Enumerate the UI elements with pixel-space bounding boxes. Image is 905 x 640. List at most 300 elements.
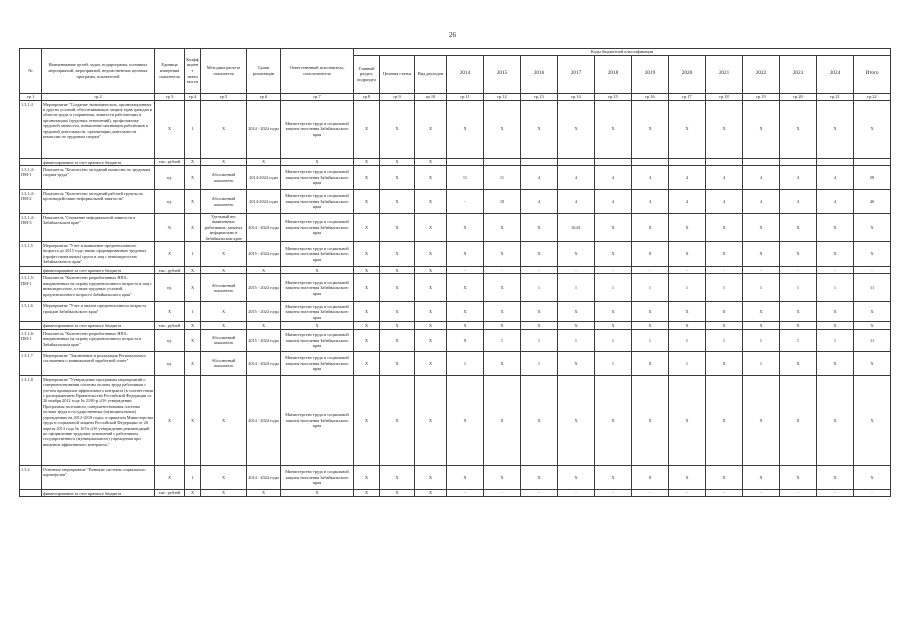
row-year-value: X	[706, 100, 743, 158]
row-year-value: -	[558, 267, 595, 274]
row-exp-type: X	[415, 329, 447, 351]
row-year-value: X	[521, 242, 558, 267]
row-responsible: X	[281, 267, 354, 274]
row-method: X	[201, 375, 247, 465]
row-exp-type: X	[415, 274, 447, 302]
row-year-value: 1	[817, 329, 854, 351]
row-number: 1.3.1.8	[20, 375, 42, 465]
row-year-value: -	[632, 267, 669, 274]
row-year-value: X	[743, 214, 780, 242]
row-name: Мероприятие "Учет и анализ предпенсионного возраста граждан Забайкальского края"	[42, 302, 155, 322]
row-exp-type: X	[415, 100, 447, 158]
header-target: Целевая статья	[380, 55, 415, 93]
row-name: Мероприятие "Учет и выявление предпенсионного возраста до 2015 года, вновь сформированных трудовых (профессиональных) групп и лиц с инвалидностью Забайкальского края"	[42, 242, 155, 267]
row-year-value: X	[817, 375, 854, 465]
row-year-value	[447, 158, 484, 165]
row-unit: ед.	[155, 190, 185, 214]
row-year-value: 4	[780, 190, 817, 214]
row-number: 1.3.1.6-ПМ-1	[20, 329, 42, 351]
row-year-value: 1	[558, 274, 595, 302]
row-exp-type: X	[415, 351, 447, 375]
row-year-value: X	[595, 214, 632, 242]
row-year-value: X	[669, 242, 706, 267]
row-unit: тыс. рублей	[155, 322, 185, 329]
row-year-value: X	[669, 322, 706, 329]
row-method: X	[201, 242, 247, 267]
page-number: 26	[449, 31, 456, 39]
row-responsible: Министерство труда и социальной защиты населения Забайкальского края	[281, 214, 354, 242]
row-year-value: 4	[669, 190, 706, 214]
row-gr-sec: X	[354, 375, 380, 465]
row-responsible: X	[281, 158, 354, 165]
row-year-value: 1	[632, 329, 669, 351]
row-year-value: X	[447, 274, 484, 302]
row-year-value: X	[521, 465, 558, 489]
row-year-value: X	[632, 100, 669, 158]
table-row	[20, 274, 891, 302]
row-year-value: -	[595, 267, 632, 274]
row-gr-sec: X	[354, 158, 380, 165]
row-responsible: Министерство труда и социальной защиты населения Забайкальского края	[281, 351, 354, 375]
row-year-value: X	[484, 274, 521, 302]
row-year-value: X	[780, 302, 817, 322]
row-total: X	[854, 375, 891, 465]
column-number: гр.18	[706, 93, 743, 100]
column-number: гр.3	[155, 93, 185, 100]
row-coef: X	[185, 375, 201, 465]
row-target: X	[380, 375, 415, 465]
row-period: X	[247, 489, 281, 496]
row-year-value: X	[780, 375, 817, 465]
row-method: X	[201, 302, 247, 322]
row-name: Мероприятие "Утверждение программы мероприятий о совершенствовании системы оплаты труда работников с учетом принципов эффективного контракта (в соответствии с распоряжением Правительства Российской Федерации от 26 ноября 2012 года № 2190-р «Об утверждении Программы поэтапного совершенствования системы оплаты труда в государственных (муниципальных) учреждениях на 2012-2018 годы» и приказом Министерства труда и социальной защиты Российской Федерации от 26 апреля 2013 года № 167н «Об утверждении рекомендаций по оформлению трудовых отношений с работником государственного (муниципального) учреждения при введении эффективного контракта»"	[42, 375, 155, 465]
row-method: X	[201, 100, 247, 158]
row-year-value: X	[706, 302, 743, 322]
column-number: гр.6	[247, 93, 281, 100]
header-year: 2015	[484, 55, 521, 93]
row-year-value: 1	[743, 329, 780, 351]
row-year-value: X	[669, 214, 706, 242]
row-coef: X	[185, 489, 201, 496]
row-coef: X	[185, 267, 201, 274]
row-year-value: 4	[669, 166, 706, 190]
row-responsible: Министерство труда и социальной защиты населения Забайкальского края	[281, 302, 354, 322]
row-year-value: X	[743, 375, 780, 465]
row-responsible: Министерство труда и социальной защиты населения Забайкальского края	[281, 166, 354, 190]
row-year-value: X	[780, 351, 817, 375]
row-number	[20, 158, 42, 165]
row-name: финансирование за счет краевого бюджета	[42, 158, 155, 165]
row-year-value: 4	[817, 166, 854, 190]
table-row	[20, 100, 891, 158]
row-year-value: X	[632, 351, 669, 375]
table-row	[20, 166, 891, 190]
row-year-value: 1	[558, 329, 595, 351]
row-method: Удельный вес выявленных работников, занятых неформально в Забайкальском крае	[201, 214, 247, 242]
row-year-value: X	[558, 100, 595, 158]
row-coef: 1	[185, 465, 201, 489]
row-gr-sec: X	[354, 329, 380, 351]
row-unit: ед.	[155, 166, 185, 190]
row-year-value: X	[521, 375, 558, 465]
row-total	[854, 158, 891, 165]
row-method: Абсолютный показатель	[201, 351, 247, 375]
row-gr-sec: X	[354, 214, 380, 242]
column-number: гр.21	[817, 93, 854, 100]
header-unit: Единица измерения показателя	[155, 49, 185, 94]
row-coef: X	[185, 329, 201, 351]
row-year-value: 1	[521, 329, 558, 351]
row-method: Абсолютный показатель	[201, 329, 247, 351]
row-number: 1.3.1.6	[20, 302, 42, 322]
row-year-value: X	[780, 322, 817, 329]
row-year-value: X	[780, 100, 817, 158]
row-year-value	[558, 158, 595, 165]
column-numbers-row	[20, 93, 891, 100]
row-year-value: X	[558, 375, 595, 465]
row-year-value	[484, 158, 521, 165]
row-year-value: X	[632, 242, 669, 267]
table-row	[20, 465, 891, 489]
row-period: 2014 - 2024 годы	[247, 100, 281, 158]
row-gr-sec: X	[354, 351, 380, 375]
column-number: гр.11	[447, 93, 484, 100]
row-period: 2014-2024 годы	[247, 190, 281, 214]
row-method: Абсолютный показатель	[201, 274, 247, 302]
table-row	[20, 214, 891, 242]
row-unit: X	[155, 242, 185, 267]
row-target: X	[380, 242, 415, 267]
row-unit: X	[155, 465, 185, 489]
row-exp-type: X	[415, 242, 447, 267]
row-year-value: X	[484, 375, 521, 465]
row-year-value: X	[595, 375, 632, 465]
row-year-value: X	[447, 100, 484, 158]
column-number: гр.13	[521, 93, 558, 100]
row-exp-type: X	[415, 267, 447, 274]
row-year-value: X	[447, 242, 484, 267]
column-number: гр.1	[20, 93, 42, 100]
row-unit: ед.	[155, 329, 185, 351]
row-year-value: -	[484, 267, 521, 274]
row-period: 2014 - 2024 годы	[247, 465, 281, 489]
row-gr-sec: X	[354, 166, 380, 190]
row-year-value: X	[558, 242, 595, 267]
row-year-value: X	[669, 302, 706, 322]
header-year: 2021	[706, 55, 743, 93]
row-name: финансирование за счет краевого бюджета	[42, 489, 155, 496]
row-total: X	[854, 465, 891, 489]
row-year-value: 1	[521, 351, 558, 375]
row-year-value: X	[447, 302, 484, 322]
row-year-value: X	[595, 242, 632, 267]
row-responsible: Министерство труда и социальной защиты населения Забайкальского края	[281, 329, 354, 351]
column-number: гр.5	[201, 93, 247, 100]
row-year-value: X	[632, 214, 669, 242]
row-method: X	[201, 465, 247, 489]
row-coef: 1	[185, 302, 201, 322]
row-year-value: X	[447, 375, 484, 465]
row-exp-type: X	[415, 158, 447, 165]
header-year: 2022	[743, 55, 780, 93]
row-coef: X	[185, 158, 201, 165]
row-period: 2015 - 2024 годы	[247, 242, 281, 267]
table-row	[20, 267, 891, 274]
row-year-value: X	[817, 351, 854, 375]
header-year: 2017	[558, 55, 595, 93]
row-total: 46	[854, 190, 891, 214]
row-year-value: -	[706, 267, 743, 274]
header-year: 2020	[669, 55, 706, 93]
row-name: Показатель "Количество заседаний комиссии по трудовым спорам труда"	[42, 166, 155, 190]
row-year-value: X	[447, 465, 484, 489]
row-year-value: 1	[669, 329, 706, 351]
row-year-value: X	[743, 100, 780, 158]
row-year-value: X	[521, 322, 558, 329]
row-year-value: 4	[632, 190, 669, 214]
row-number: 1.3.1.5-ПМ-1	[20, 274, 42, 302]
row-year-value: X	[817, 242, 854, 267]
row-name: Мероприятие "Создание экономических, организационных и других условий, обеспечивающих защиту прав граждан в области труда и сохранения, занятости работающих в организациях (трудовых отношений), профилактику трудовой занятости, повышение мотивации работников к трудовой деятельности, организации деятельности комиссии по трудовым спорам"	[42, 100, 155, 158]
row-year-value: X	[780, 465, 817, 489]
row-gr-sec: X	[354, 489, 380, 496]
column-number: гр.9	[380, 93, 415, 100]
row-year-value: -	[521, 489, 558, 496]
row-target: X	[380, 489, 415, 496]
row-year-value: X	[669, 100, 706, 158]
column-number: гр.10	[415, 93, 447, 100]
row-year-value: X	[521, 214, 558, 242]
row-year-value: -	[743, 267, 780, 274]
row-year-value: X	[632, 465, 669, 489]
row-period: 2015 - 2024 годы	[247, 329, 281, 351]
row-number	[20, 267, 42, 274]
row-year-value	[817, 158, 854, 165]
row-year-value: X	[447, 322, 484, 329]
row-year-value: 1	[780, 274, 817, 302]
row-year-value: X	[484, 214, 521, 242]
row-year-value: 1	[632, 274, 669, 302]
row-total: X	[854, 100, 891, 158]
column-number: гр.14	[558, 93, 595, 100]
row-year-value: X	[817, 465, 854, 489]
row-name: Показатель "Количество разработанных НПА, направленных на охрану предпенсионного возраста в Забайкальском крае"	[42, 329, 155, 351]
row-year-value: X	[558, 351, 595, 375]
row-year-value: X	[817, 214, 854, 242]
row-year-value: -	[447, 190, 484, 214]
row-period: X	[247, 322, 281, 329]
row-unit: X	[155, 100, 185, 158]
row-year-value: 1	[521, 274, 558, 302]
row-unit: тыс. рублей	[155, 267, 185, 274]
row-year-value: -	[558, 489, 595, 496]
row-year-value: X	[706, 375, 743, 465]
column-number: гр.2	[42, 93, 155, 100]
row-year-value: X	[484, 351, 521, 375]
row-year-value: X	[817, 322, 854, 329]
row-year-value: 1	[706, 274, 743, 302]
row-year-value: X	[484, 100, 521, 158]
row-year-value: X	[743, 302, 780, 322]
row-year-value: 4	[706, 190, 743, 214]
row-unit: ед.	[155, 351, 185, 375]
row-coef: X	[185, 214, 201, 242]
row-year-value: 1	[743, 351, 780, 375]
row-responsible: Министерство труда и социальной защиты населения Забайкальского края	[281, 190, 354, 214]
row-total: -	[854, 267, 891, 274]
row-name: Мероприятие "Заключение и реализация Регионального соглашения о минимальной заработной плате"	[42, 351, 155, 375]
row-year-value: 1	[706, 329, 743, 351]
row-year-value: X	[780, 214, 817, 242]
row-year-value: 4	[558, 166, 595, 190]
column-number: гр.20	[780, 93, 817, 100]
row-year-value: 10	[484, 190, 521, 214]
row-coef: X	[185, 166, 201, 190]
table-row	[20, 302, 891, 322]
row-year-value: -	[669, 489, 706, 496]
row-name: Показатель "Количество разработанных НПА, направленных на охрану предпенсионного возраста и лиц с инвалидностью, а также трудовых условий, предпенсионного возраста Забайкальского края"	[42, 274, 155, 302]
row-year-value: -	[447, 267, 484, 274]
row-responsible: Министерство труда и социальной защиты населения Забайкальского края	[281, 274, 354, 302]
row-unit: %	[155, 214, 185, 242]
row-name: Показатель "Снижение неформальной занятости в Забайкальском крае"	[42, 214, 155, 242]
column-number: гр.17	[669, 93, 706, 100]
row-year-value: -	[706, 489, 743, 496]
header-year: 2024	[817, 55, 854, 93]
row-year-value: X	[669, 465, 706, 489]
row-exp-type: X	[415, 166, 447, 190]
row-coef: X	[185, 351, 201, 375]
row-period: 2014 - 2024 годы	[247, 375, 281, 465]
row-number	[20, 322, 42, 329]
header-period: Сроки реализации	[247, 49, 281, 94]
row-year-value: X	[706, 214, 743, 242]
column-number: гр.7	[281, 93, 354, 100]
header-total: Итого	[854, 55, 891, 93]
row-year-value: 4	[595, 190, 632, 214]
row-year-value: -	[780, 489, 817, 496]
row-year-value: X	[817, 302, 854, 322]
row-year-value: X	[706, 242, 743, 267]
column-number: гр.16	[632, 93, 669, 100]
header-num: №	[20, 49, 42, 94]
row-year-value: 1	[484, 329, 521, 351]
row-year-value: 1	[595, 351, 632, 375]
row-year-value: -	[780, 267, 817, 274]
row-responsible: X	[281, 489, 354, 496]
row-year-value: 1	[780, 329, 817, 351]
row-year-value: 1	[743, 274, 780, 302]
row-method: X	[201, 322, 247, 329]
row-coef: X	[185, 190, 201, 214]
header-coef: Коэффициент значимости	[185, 49, 201, 94]
row-year-value: X	[484, 302, 521, 322]
row-year-value: 4	[743, 166, 780, 190]
row-name: финансирование за счет краевого бюджета	[42, 267, 155, 274]
row-year-value: 1	[817, 274, 854, 302]
row-year-value: X	[817, 100, 854, 158]
row-period: 2014 - 2024 годы	[247, 351, 281, 375]
row-unit: тыс. рублей	[155, 158, 185, 165]
row-year-value: 4	[780, 166, 817, 190]
row-year-value: X	[743, 242, 780, 267]
header-method: Методика расчета показателя	[201, 49, 247, 94]
row-year-value: X	[595, 465, 632, 489]
row-responsible: Министерство труда и социальной защиты населения Забайкальского края	[281, 465, 354, 489]
row-number: 1.3.1.4-ПМ-2	[20, 190, 42, 214]
row-year-value: -	[669, 267, 706, 274]
header-exp-type: Вид расходов	[415, 55, 447, 93]
row-year-value: -	[817, 489, 854, 496]
header-year: 2023	[780, 55, 817, 93]
row-year-value	[632, 158, 669, 165]
row-period: 2014-2024 годы	[247, 166, 281, 190]
row-year-value: 1	[595, 329, 632, 351]
row-period: X	[247, 158, 281, 165]
row-year-value: X	[484, 322, 521, 329]
row-responsible: Министерство труда и социальной защиты населения Забайкальского края	[281, 242, 354, 267]
row-number: 1.3.2	[20, 465, 42, 489]
column-number: гр.12	[484, 93, 521, 100]
row-year-value: 1	[669, 274, 706, 302]
row-year-value: -	[743, 489, 780, 496]
column-number: гр.15	[595, 93, 632, 100]
row-unit: ед.	[155, 274, 185, 302]
row-target: X	[380, 274, 415, 302]
row-coef: 1	[185, 242, 201, 267]
column-number: гр.19	[743, 93, 780, 100]
row-year-value: X	[521, 302, 558, 322]
table-row	[20, 242, 891, 267]
row-year-value: X	[595, 322, 632, 329]
header-year: 2019	[632, 55, 669, 93]
row-total: 58	[854, 166, 891, 190]
row-year-value: X	[669, 375, 706, 465]
header-year: 2014	[447, 55, 484, 93]
row-year-value: 1	[595, 274, 632, 302]
row-target: X	[380, 190, 415, 214]
row-year-value: X	[484, 465, 521, 489]
row-year-value: X	[632, 302, 669, 322]
row-year-value: 11	[484, 166, 521, 190]
program-indicators-table	[19, 48, 891, 497]
row-year-value: -	[484, 489, 521, 496]
row-year-value: 4	[632, 166, 669, 190]
row-period: 2014 - 2024 годы	[247, 214, 281, 242]
row-method: X	[201, 158, 247, 165]
row-unit: X	[155, 302, 185, 322]
row-year-value: 4	[595, 166, 632, 190]
row-exp-type: X	[415, 190, 447, 214]
row-year-value: X	[521, 100, 558, 158]
row-year-value: 16,61	[558, 214, 595, 242]
row-total: X	[854, 242, 891, 267]
row-target: X	[380, 214, 415, 242]
row-year-value	[595, 158, 632, 165]
row-gr-sec: X	[354, 242, 380, 267]
header-budget-codes: Коды бюджетной классификации	[354, 49, 891, 56]
table-row	[20, 351, 891, 375]
row-coef: 1	[185, 100, 201, 158]
row-target: X	[380, 465, 415, 489]
row-exp-type: X	[415, 302, 447, 322]
row-total: 11	[854, 274, 891, 302]
row-year-value: 4	[817, 190, 854, 214]
row-year-value: 4	[743, 190, 780, 214]
row-year-value: X	[595, 302, 632, 322]
row-coef: X	[185, 274, 201, 302]
row-period: 2015 - 2024 годы	[247, 274, 281, 302]
